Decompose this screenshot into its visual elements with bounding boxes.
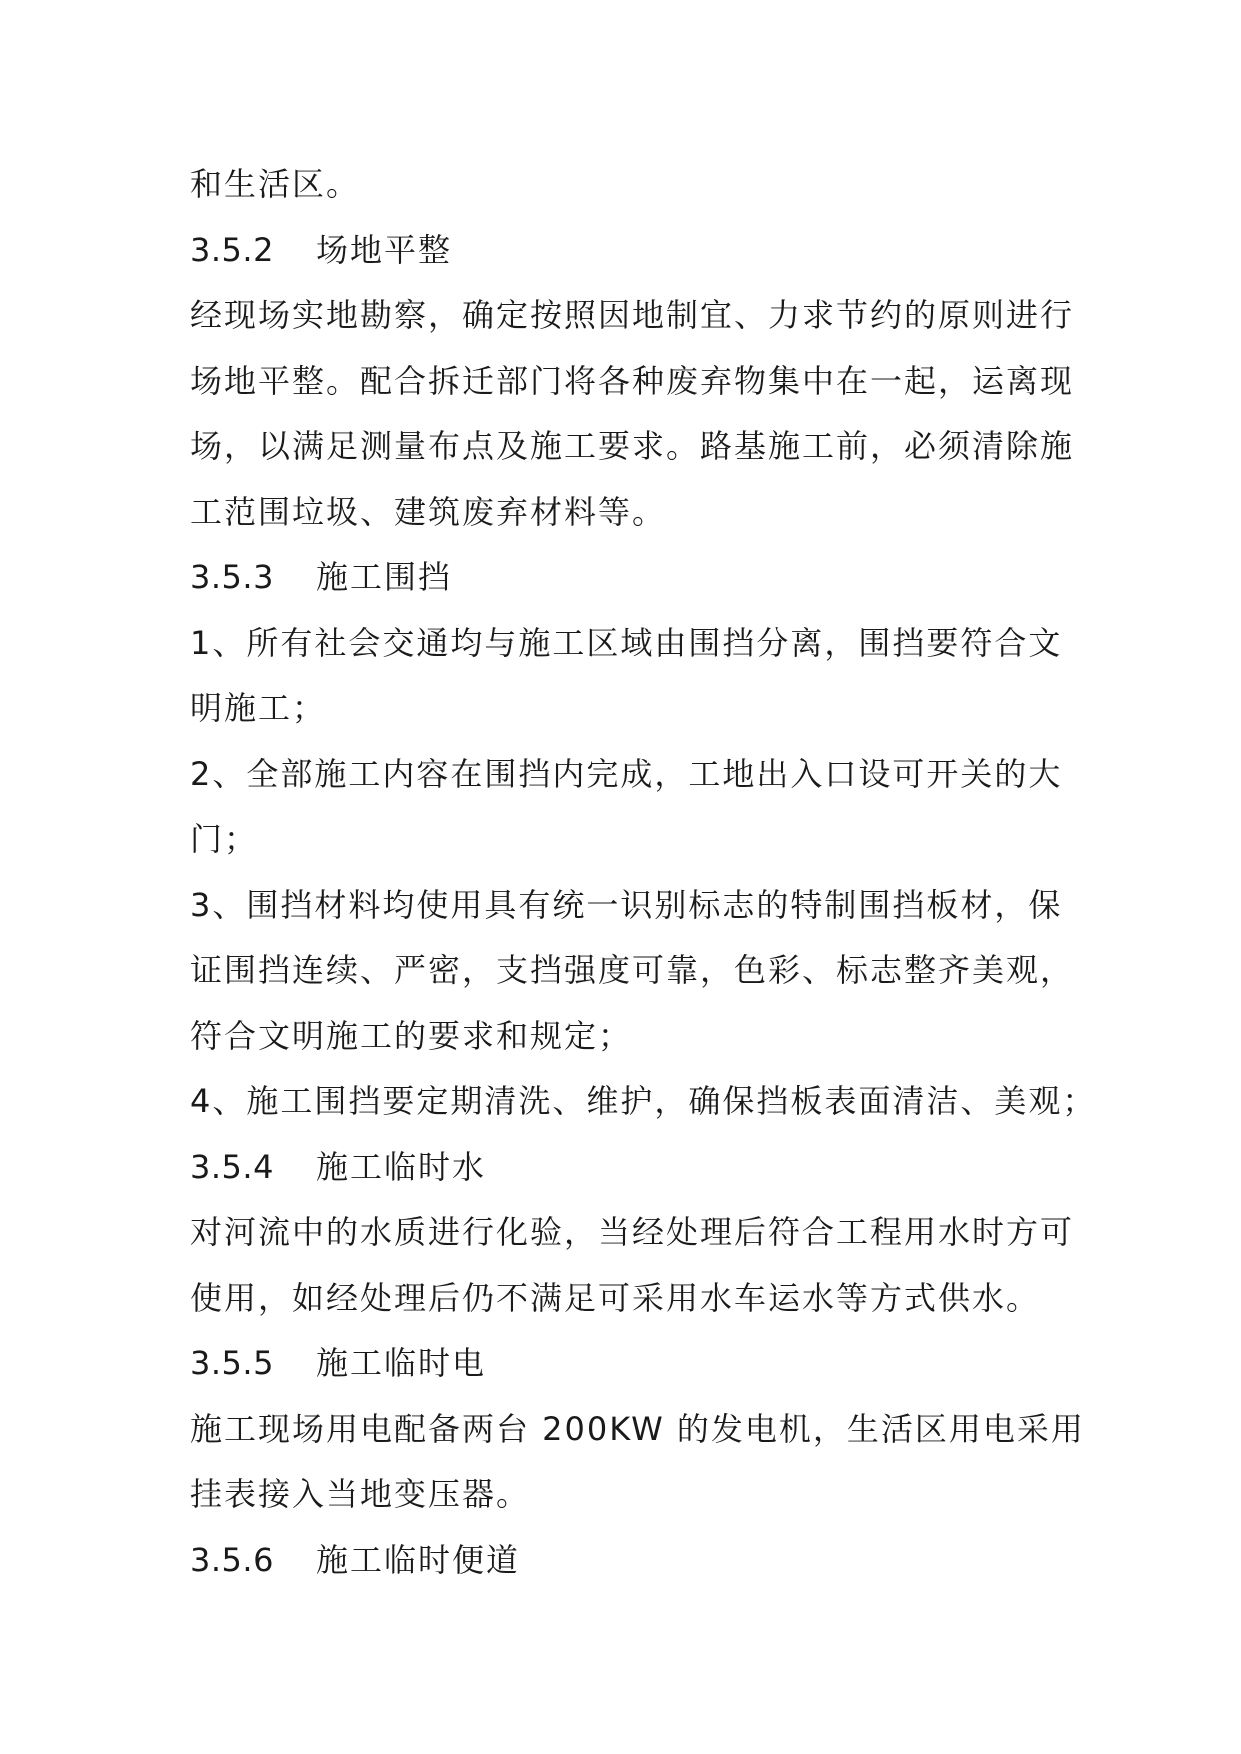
section-number: 3.5.5 <box>190 1344 274 1382</box>
section-number: 3.5.6 <box>190 1540 274 1579</box>
section-title: 施工临时电 <box>316 1344 487 1382</box>
section-heading-3-5-6 <box>190 1528 1060 1594</box>
list-item-1-cont: 明施工； <box>190 689 327 727</box>
text-line: 和生活区。 <box>190 165 361 203</box>
list-item-3: 3、围挡材料均使用具有统一识别标志的特制围挡板材，保 <box>190 885 1063 924</box>
section-number: 3.5.3 <box>190 558 274 596</box>
text-line: 场地平整。配合拆迁部门将各种废弃物集中在一起，运离现 <box>190 361 1075 400</box>
text-line: 施工现场用电配备两台 200KW 的发电机，生活区用电采用 <box>190 1409 1085 1448</box>
list-item-4: 4、施工围挡要定期清洗、维护，确保挡板表面清洁、美观； <box>190 1082 1097 1120</box>
section-number: 3.5.4 <box>190 1147 274 1186</box>
section-heading-3-5-2 <box>190 218 1060 284</box>
text-line: 工范围垃圾、建筑废弃材料等。 <box>190 492 667 531</box>
section-title: 施工临时水 <box>316 1147 487 1186</box>
section-heading-3-5-3 <box>190 545 1060 611</box>
list-item-2-cont: 门； <box>190 820 259 858</box>
text-line: 挂表接入当地变压器。 <box>190 1475 531 1513</box>
section-title: 施工临时便道 <box>316 1540 521 1579</box>
section-heading-3-5-5 <box>190 1331 1060 1397</box>
list-item-3-cont: 符合文明施工的要求和规定； <box>190 1016 633 1055</box>
text-line: 使用，如经处理后仍不满足可采用水车运水等方式供水。 <box>190 1278 1041 1317</box>
text-line: 对河流中的水质进行化验，当经处理后符合工程用水时方可 <box>190 1213 1075 1251</box>
section-title: 场地平整 <box>316 230 453 269</box>
section-number: 3.5.2 <box>190 230 274 269</box>
document-body <box>190 152 1097 1593</box>
section-heading-3-5-4 <box>190 1135 1060 1201</box>
text-line: 经现场实地勘察，确定按照因地制宜、力求节约的原则进行 <box>190 296 1075 334</box>
list-item-2: 2、全部施工内容在围挡内完成，工地出入口设可开关的大 <box>190 754 1063 793</box>
list-item-3-cont: 证围挡连续、严密，支挡强度可靠，色彩、标志整齐美观， <box>190 951 1075 989</box>
text-line: 场，以满足测量布点及施工要求。路基施工前，必须清除施 <box>190 427 1075 465</box>
list-item-1: 1、所有社会交通均与施工区域由围挡分离，围挡要符合文 <box>190 623 1063 662</box>
section-title: 施工围挡 <box>316 558 453 596</box>
